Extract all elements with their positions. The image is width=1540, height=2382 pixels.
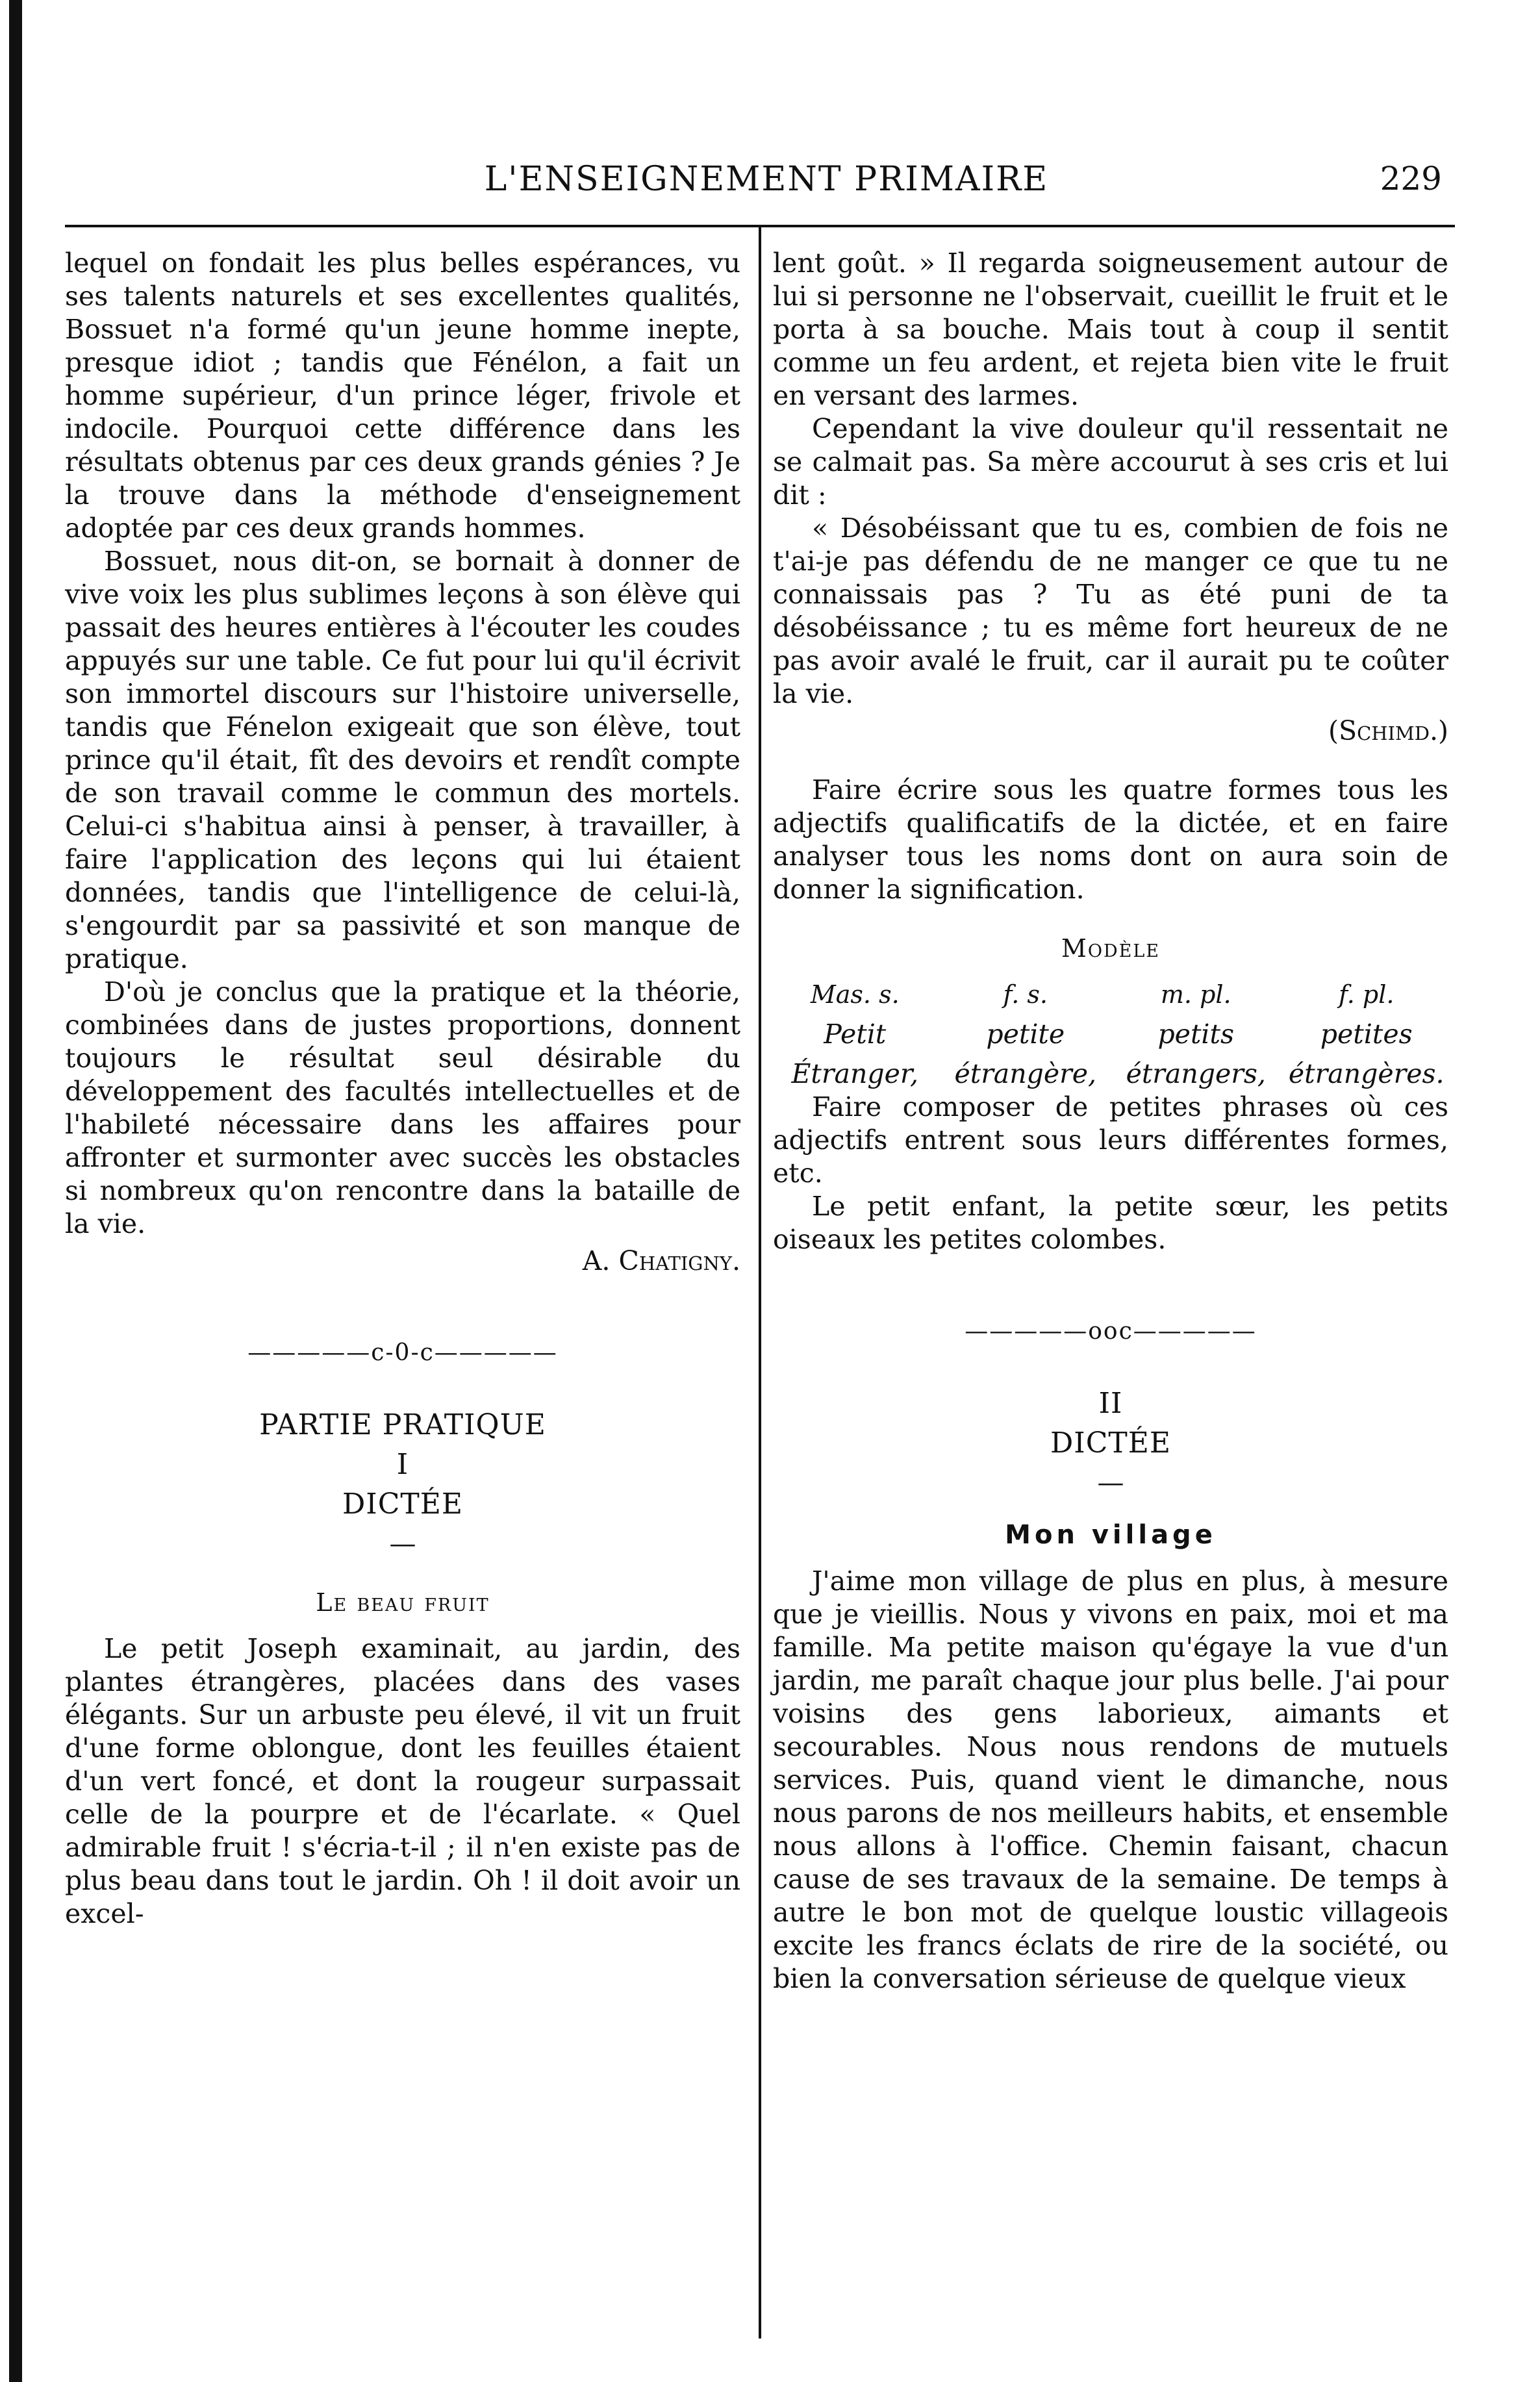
example-sentence: Le petit enfant, la petite sœur, les petits oiseaux les petites colombes. <box>773 1191 1448 1255</box>
left-paragraph-2: Bossuet, nous dit-on, se bornait à donner de vive voix les plus sublimes leçons à son élève qui passait des heures entières à l'écouter les coudes appuyés sur une table. Ce fut pour lui qu'il écrivit son immortel discours sur l'histoire universelle, tandis que Fénelon exigeait que son élève, tout prince qu'il était, fît des devoirs et rendît compte de son travail comme le commun des mortels. Celui-ci s'habitua ainsi à penser, à travailler, à faire l'application des leçons qui lui étaient données, tandis que l'intelligence de celui-là, s'engourdit par sa passivité et son manque de pratique. <box>65 546 740 974</box>
story-title: Mon village <box>1005 1520 1217 1550</box>
section-ornament: —————c-0-c————— <box>247 1339 558 1366</box>
story-title: Le beau fruit <box>316 1588 490 1617</box>
model-cell: petite <box>986 1019 1065 1050</box>
model-row <box>773 1058 1448 1091</box>
section-number: I <box>396 1448 409 1481</box>
page-header <box>65 153 1468 205</box>
left-column <box>65 247 740 1931</box>
running-title: L'ENSEIGNEMENT PRIMAIRE <box>484 160 1049 199</box>
part-title: PARTIE PRATIQUE <box>259 1408 546 1441</box>
exercise-instruction-2: Faire composer de petites phrases où ces adjectifs entrent sous leurs différentes formes, etc. <box>773 1091 1448 1189</box>
model-header-cell: Mas. s. <box>810 980 900 1009</box>
model-cell: petites <box>1320 1019 1413 1050</box>
model-cell: Petit <box>824 1019 887 1050</box>
model-header-cell: f. s. <box>1003 980 1048 1009</box>
source-citation: (Schimd.) <box>1328 715 1448 746</box>
author-signature: A. Chatigny. <box>582 1245 740 1276</box>
model-cell: étrangère, <box>954 1058 1097 1089</box>
right-paragraph-1: lent goût. » Il regarda soigneusement autour de lui si personne ne l'observait, cueillit le fruit et le porta à sa bouche. Mais tout à coup il sentit comme un feu ardent, et rejeta bien vite le fruit en versant des larmes. <box>773 247 1448 411</box>
left-paragraph-3: D'où je conclus que la pratique et la théorie, combinées dans de justes proportions, donnent toujours le résultat seul désirable du développement des facultés intellectuelles et de l'habileté nécessaire dans les affaires pour affronter et surmonter avec succès les obstacles si nombreux qu'on rencontre dans la bataille de la vie. <box>65 976 740 1239</box>
heading-dash: — <box>1097 1467 1124 1498</box>
model-cell: Étranger, <box>791 1058 918 1089</box>
section-number: II <box>1098 1387 1123 1420</box>
column-divider <box>759 227 761 2338</box>
dictation-heading: DICTÉE <box>342 1488 463 1521</box>
story-paragraph: Le petit Joseph examinait, au jardin, des plantes étrangères, placées dans des vases élégants. Sur un arbuste peu élevé, il vit un fruit d'une forme oblongue, dont les feuilles étaient d'un vert foncé, et dont la rougeur surpassait celle de la pourpre et de l'écarlate. « Quel admirable fruit ! s'écria-t-il ; il n'en existe pas de plus beau dans tout le jardin. Oh ! il doit avoir un excel- <box>65 1633 740 1929</box>
left-paragraph-1: lequel on fondait les plus belles espérances, vu ses talents naturels et ses excellentes qualités, Bossuet n'a formé qu'un jeune homme inepte, presque idiot ; tandis que Fénélon, a fait un homme supérieur, d'un prince léger, frivole et indocile. Pourquoi cette différence dans les résultats obtenus par ces deux grands génies ? Je la trouve dans la méthode d'enseignement adoptée par ces deux grands hommes. <box>65 247 740 544</box>
model-cell: étrangers, <box>1126 1058 1266 1089</box>
model-cell: étrangères. <box>1288 1058 1445 1089</box>
scan-edge-bar <box>9 0 22 2382</box>
story-paragraph: J'aime mon village de plus en plus, à mesure que je vieillis. Nous y vivons en paix, moi et ma famille. Ma petite maison qu'égaye la vue d'un jardin, me paraît chaque jour plus belle. J'ai pour voisins des gens laborieux, aimants et secourables. Nous nous rendons de mutuels services. Puis, quand vient le dimanche, nous nous parons de nos meilleurs habits, et ensemble nous allons à l'office. Chemin faisant, chacun cause de ses travaux de la semaine. De temps à autre le bon mot de quelque loustic villageois excite les francs éclats de rire de la société, ou bien la conversation sérieuse de quelque vieux <box>773 1565 1448 1994</box>
model-header-cell: f. pl. <box>1339 980 1395 1009</box>
model-cell: petits <box>1157 1019 1235 1050</box>
model-header-row <box>773 978 1448 1011</box>
page-number: 229 <box>1380 160 1442 197</box>
exercise-instruction: Faire écrire sous les quatre formes tous les adjectifs qualificatifs de la dictée, et en faire analyser tous les noms dont on aura soin de donner la signification. <box>773 774 1448 905</box>
right-paragraph-2: Cependant la vive douleur qu'il ressentait ne se calmait pas. Sa mère accourut à ses cris et lui dit : <box>773 413 1448 511</box>
model-label: Modèle <box>1061 934 1161 963</box>
model-header-cell: m. pl. <box>1160 980 1231 1009</box>
right-column <box>773 247 1448 1996</box>
dictation-heading: DICTÉE <box>1050 1426 1171 1460</box>
right-paragraph-3: « Désobéissant que tu es, combien de fois ne t'ai-je pas défendu de ne manger ce que tu ne connaissais pas ? Tu as été puni de ta désobéissance ; tu es même fort heureux de ne pas avoir avalé le fruit, car il aurait pu te coûter la vie. <box>773 513 1448 709</box>
heading-dash: — <box>389 1528 416 1559</box>
model-row <box>773 1018 1448 1051</box>
section-ornament: —————ooc————— <box>965 1318 1257 1345</box>
